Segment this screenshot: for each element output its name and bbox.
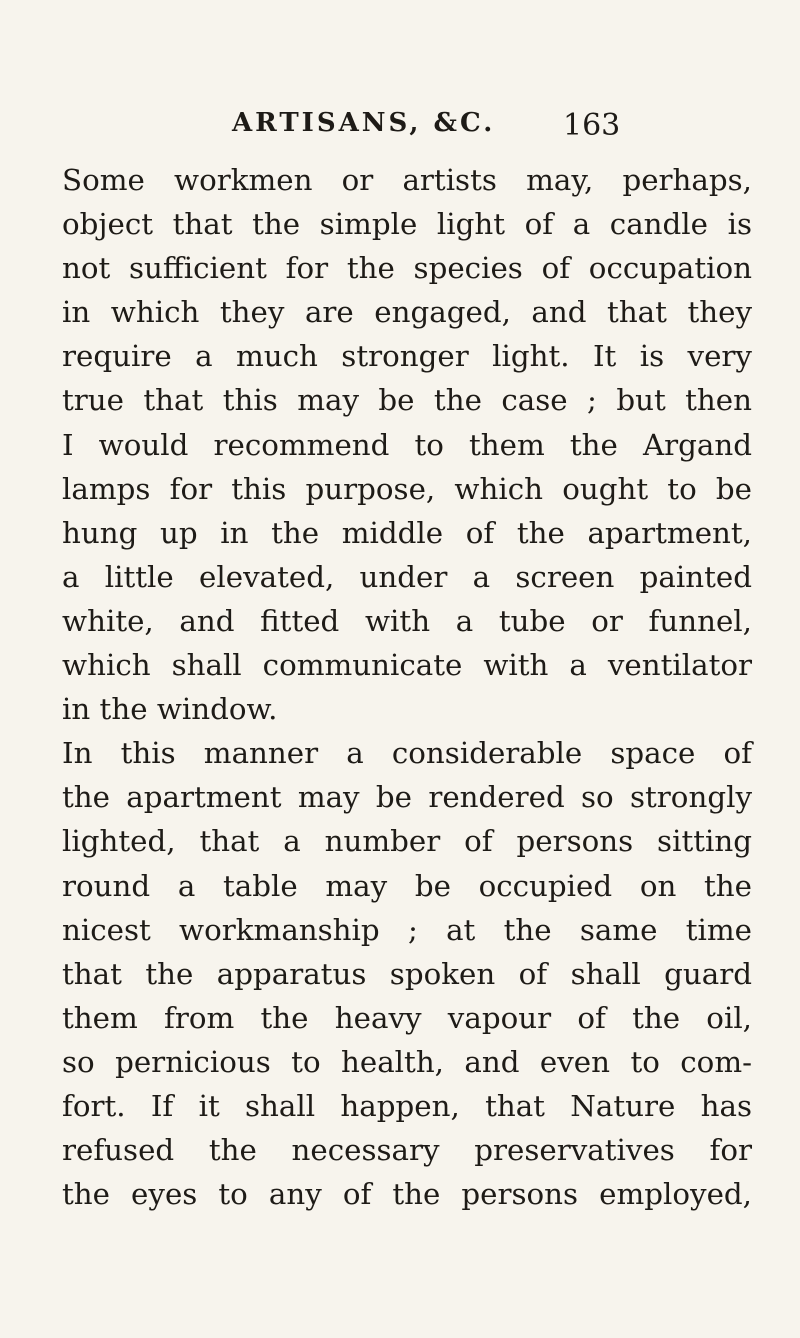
text-line: that the apparatus spoken of shall guard [62, 956, 752, 991]
text-line: not sufficient for the species of occupation [62, 251, 752, 286]
text-line: nicest workmanship ; at the same time [62, 912, 752, 947]
text-line: white, and fitted with a tube or funnel, [62, 603, 752, 638]
text-line: require a much stronger light. It is very [62, 339, 752, 374]
text-line: lamps for this purpose, which ought to be [62, 471, 752, 506]
text-line: them from the heavy vapour of the oil, [62, 1000, 752, 1035]
text-line: which shall communicate with a ventilator [62, 648, 752, 683]
text-line: so pernicious to health, and even to com- [62, 1044, 752, 1079]
body-text [62, 158, 752, 1216]
text-line: a little elevated, under a screen painted [62, 559, 752, 594]
text-line: the eyes to any of the persons employed, [62, 1177, 752, 1212]
text-line: In this manner a considerable space of [62, 736, 752, 771]
text-line: lighted, that a number of persons sitting [62, 824, 752, 859]
text-line: hung up in the middle of the apartment, [62, 515, 752, 550]
page-number: 163 [563, 108, 621, 143]
text-line: true that this may be the case ; but then [62, 383, 752, 418]
text-line: in the window. [62, 692, 278, 727]
text-line: I would recommend to them the Argand [62, 427, 752, 462]
text-line: the apartment may be rendered so strongly [62, 780, 752, 815]
text-line: Some workmen or artists may, perhaps, [62, 163, 752, 197]
text-line: in which they are engaged, and that they [62, 295, 752, 330]
text-line: round a table may be occupied on the [62, 868, 752, 903]
page-header [0, 108, 800, 148]
text-line: fort. If it shall happen, that Nature has [62, 1088, 752, 1123]
text-line: refused the necessary preservatives for [62, 1133, 752, 1168]
text-line: object that the simple light of a candle is [62, 207, 752, 242]
running-title: ARTISANS, &C. [232, 108, 496, 138]
